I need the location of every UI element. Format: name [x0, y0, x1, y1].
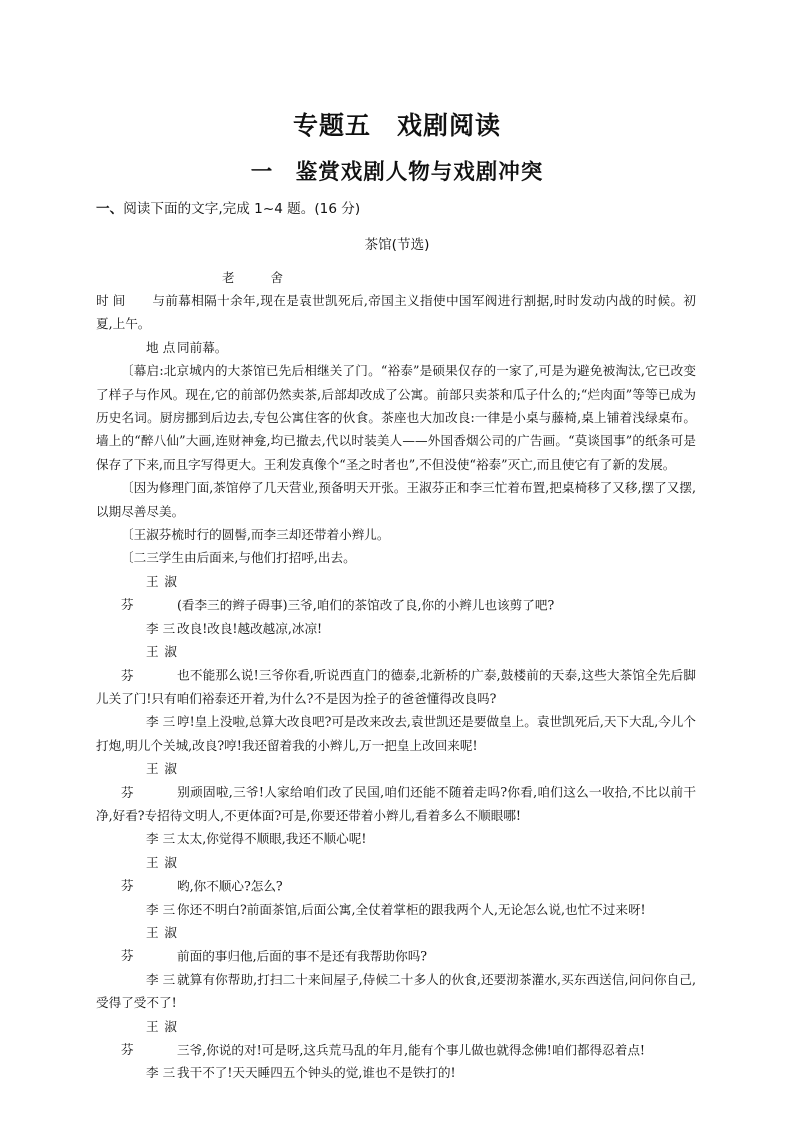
- question-text: 阅读下面的文字,完成 1~4 题。(16 分): [123, 201, 361, 217]
- speaker-name: 李 三: [146, 1065, 176, 1081]
- dialogue-line: [96, 1061, 696, 1084]
- paragraph-text: 〔因为修理门面,茶馆停了几天营业,预备明天开张。王淑芬正和李三忙着布置,把桌椅移了又移,摆了又摆,以期尽善尽美。: [96, 480, 696, 519]
- paragraph-text: 同前幕。: [177, 339, 228, 355]
- dialogue-line: [96, 570, 696, 617]
- paragraph-text: 〔王淑芬梳时行的圆髻,而李三却还带着小辫儿。: [121, 527, 390, 543]
- stage-direction: [96, 476, 696, 523]
- paragraph-text: 就算有你帮助,打扫二十来间屋子,侍候二十多人的伙食,还要沏茶灌水,买东西送信,问问你自己,受得了受不了!: [96, 971, 696, 1011]
- paragraph-text: 〔幕启:北京城内的大茶馆已先后相继关了门。“裕泰”是硕果仅存的一家了,可是为避免被淘汰,它已改变了样子与作风。现在,它的前部仍然卖茶,后部却改成了公寓。前部只卖茶和瓜子什么的;“烂肉面”等等已成为历史名词。厨房挪到后边去,专包公寓住客的伙食。茶座也大加改良:一律是小桌与藤椅,桌上铺着浅绿桌布。墙上的“醉八仙”大画,连财神龛,均已撤去,代以时装美人——外国香烟公司的广告画。“莫谈国事”的纸条可是保存了下来,而且字写得更大。王利发真像个“圣之时者也”,不但没使“裕泰”灭亡,而且使它有了新的发展。: [96, 363, 696, 472]
- dialogue-line: [96, 827, 696, 850]
- passage-body: [96, 289, 696, 1085]
- setting-line: [96, 336, 696, 359]
- section-subtitle: 一 鉴赏戏剧人物与戏剧冲突: [250, 160, 544, 185]
- speaker-name: 王淑芬: [121, 1018, 177, 1057]
- paragraph-text: 别顽固啦,三爷!人家给咱们改了民国,咱们还能不随着走吗?你看,咱们这么一收拾,不比以前干净,好看?专招待文明人,不更体面?可是,你要还带着小辫儿,看着多么不顺眼哪!: [96, 784, 696, 823]
- dialogue-line: [96, 898, 696, 921]
- work-title: 茶馆(节选): [364, 237, 430, 253]
- page-title: 专题五 戏剧阅读: [292, 111, 501, 140]
- speaker-name: 李 三: [146, 714, 176, 730]
- question-instruction: [96, 197, 360, 217]
- paragraph-text: 〔二三学生由后面来,与他们打招呼,出去。: [121, 550, 356, 566]
- question-number: 一、: [96, 201, 124, 217]
- paragraph-text: 三爷,你说的对!可是呀,这兵荒马乱的年月,能有个事儿做也就得念佛!咱们都得忍着点!: [177, 1042, 645, 1057]
- setting-line: [96, 289, 696, 336]
- paragraph-text: 太太,你觉得不顺眼,我还不顺心呢!: [177, 831, 367, 847]
- stage-direction: [96, 546, 696, 569]
- author-name: 老 舍: [222, 270, 299, 285]
- speaker-name: 王淑芬: [121, 924, 177, 964]
- paragraph-text: 你还不明白?前面茶馆,后面公寓,全仗着掌柜的跟我两个人,无论怎么说,也忙不过来呀!: [177, 901, 646, 917]
- speaker-name: 王淑芬: [121, 761, 177, 800]
- speaker-name: 王淑芬: [121, 854, 177, 894]
- paragraph-text: 前面的事归他,后面的事不是还有我帮助你吗?: [177, 948, 428, 964]
- paragraph-text: 哼!皇上没啦,总算大改良吧?可是改来改去,袁世凯还是要做皇上。袁世凯死后,天下大乱,今儿个打炮,明儿个关城,改良?哼!我还留着我的小辫儿,万一把皇上改回来呢!: [96, 714, 696, 753]
- stage-direction: [96, 359, 696, 476]
- dialogue-line: [96, 757, 696, 827]
- paragraph-text: 我干不了!天天睡四五个钟头的觉,谁也不是铁打的!: [177, 1065, 456, 1081]
- speaker-name: 李 三: [146, 901, 176, 917]
- dialogue-line: [96, 851, 696, 898]
- paragraph-text: 哟,你不顺心?怎么?: [177, 878, 283, 894]
- dialogue-line: [96, 968, 696, 1015]
- speaker-name: 时 间: [96, 293, 126, 308]
- dialogue-line: [96, 617, 696, 640]
- speaker-name: 李 三: [146, 831, 176, 847]
- speaker-name: 李 三: [146, 971, 176, 987]
- paragraph-text: 改良!改良!越改越凉,冰凉!: [177, 620, 323, 636]
- paragraph-text: 与前幕相隔十余年,现在是袁世凯死后,帝国主义指使中国军阀进行割据,时时发动内战的时候。初夏,上午。: [96, 293, 696, 332]
- dialogue-line: [96, 921, 696, 968]
- stage-direction: [96, 523, 696, 546]
- speaker-name: 王淑芬: [121, 573, 177, 613]
- dialogue-line: [96, 710, 696, 757]
- speaker-name: 地 点: [146, 339, 176, 355]
- dialogue-line: [96, 1015, 696, 1062]
- speaker-name: 李 三: [146, 620, 176, 636]
- dialogue-line: [96, 640, 696, 710]
- paragraph-text: (看李三的辫子碍事)三爷,咱们的茶馆改了良,你的小辫儿也该剪了吧?: [177, 597, 555, 613]
- paragraph-text: 也不能那么说!三爷你看,听说西直门的德泰,北新桥的广泰,鼓楼前的天泰,这些大茶馆全先后脚儿关了门!只有咱们裕泰还开着,为什么?不是因为拴子的爸爸懂得改良吗?: [96, 667, 696, 706]
- speaker-name: 王淑芬: [121, 644, 177, 683]
